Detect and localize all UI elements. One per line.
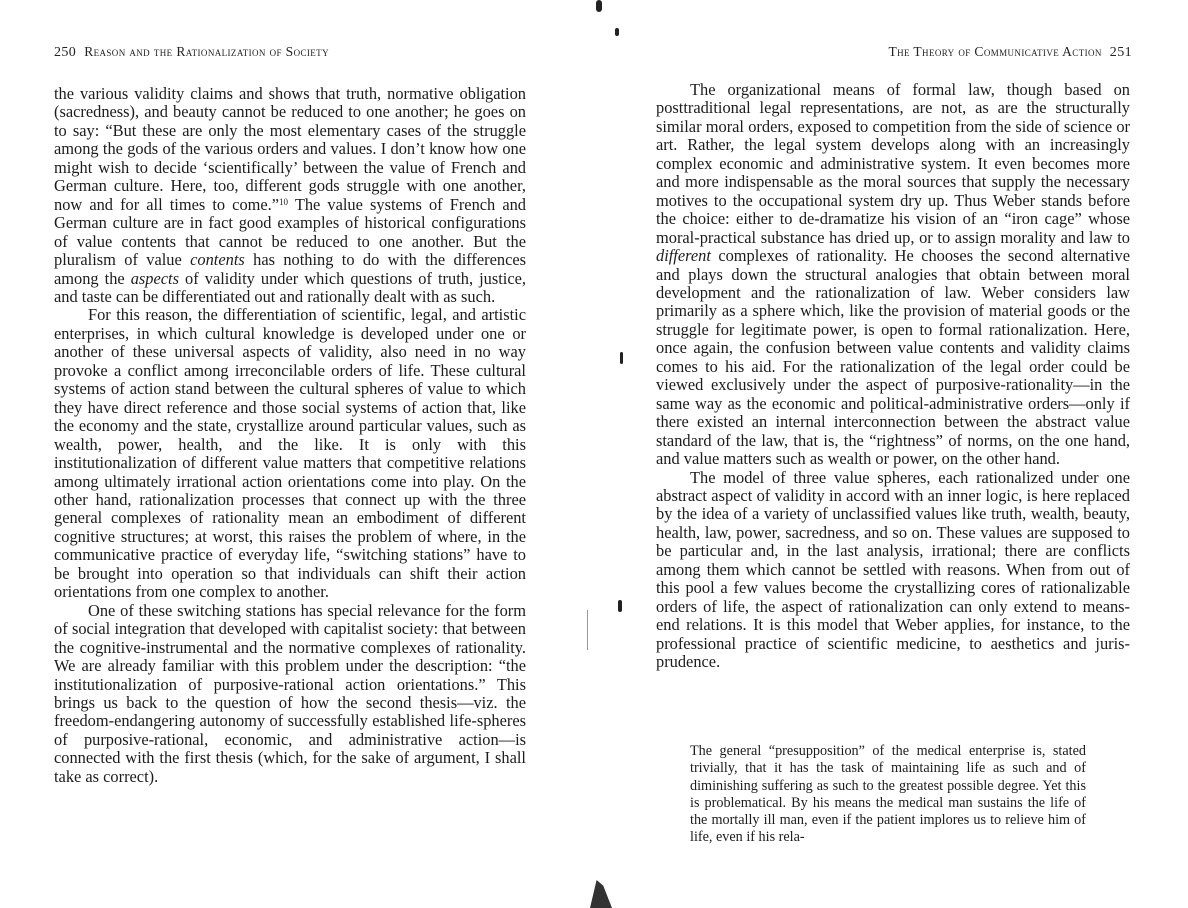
left-page-number: 250 xyxy=(54,45,77,60)
emphasis-contents: contents xyxy=(190,250,245,270)
left-paragraph-1-tail: The value systems of French and German culture are in fact good examples of historical configurations of value contents that cannot be reduced to one another. But the pluralism of value xyxy=(54,194,526,270)
left-body-text xyxy=(54,85,526,786)
right-page-number: 251 xyxy=(1109,45,1132,60)
right-paragraph-1-start: The organizational means of formal law, though based on posttraditional legal representations, are not, as are the structurally similar moral orders, exposed to competition from the side of science or art. Rather, the legal system develops along with an increasingly complex economic and administrative system. It even becomes more and more indispensable as the moral sources that supply the necessary motives to the occupational system dry up. Thus Weber stands before the choice: either to de-dramatize his vision of an “iron cage” whose moral-practical substance has dried up, or to assign morality and law to xyxy=(656,80,1130,247)
scan-artifact-line xyxy=(587,610,588,650)
block-quote-text: The general “presupposition” of the medical enterprise is, stated trivially, that it has the task of maintaining life as such and of diminishing suffering as such to the greatest possible degree. Yet this is problematical. By his means the medical man sustains the life of the mortally ill man, even if the patient implores us to relieve him of life, even if his rela- xyxy=(690,743,1086,846)
left-paragraph-1-start: the various validity claims and shows that truth, normative obligation (sacredness), and beauty cannot be reduced to one another; he goes on to say: “But these are only the most elementary cases of the struggle among the gods of the various orders and values. I don’t know how one might wish to decide ‘scientifically’ between the value of French and German culture. Here, too, different gods struggle with one another, now and for all times to come.” xyxy=(54,84,526,214)
left-paragraph-1 xyxy=(54,85,526,306)
left-page xyxy=(0,0,590,908)
left-paragraph-2: For this reason, the differentiation of scientific, legal, and artistic enterprises, in which cultural knowledge is developed under one or another of these universal aspects of validity, also need in no way provoke a conflict among irreconcilable orders of life. These cultural systems of action stand between the cultural spheres of value to which they have direct reference and those social systems of action that, like the economy and the state, crystallize around particular values, such as wealth, power, health, and the like. It is only with this institutionalization of different value matters that competitive relations among ultimately irrational action orientations come into play. On the other hand, rationalization processes that connect up with the three general complexes of rationality mean an embodiment of different cognitive structures; at worst, this raises the problem of where, in the communicative practice of everyday life, “switching stations” have to be brought into operation so that individuals can shift their action orientations from one complex to another. xyxy=(54,305,526,602)
left-running-head xyxy=(54,44,329,61)
left-paragraph-1-mid: has nothing to do with the differences among the xyxy=(54,250,527,288)
block-quote xyxy=(690,743,1086,847)
left-paragraph-3: One of these switching stations has special relevance for the form of social integration that developed with capitalist society: that between the cognitive-instrumental and the normative complexes of rationality. We are already familiar with this problem under the description: “the institutionalization of purposive-rational action orientations.” This brings us back to the question of how the second thesis—viz. the freedom-endangering autonomy of successfully established life-spheres of purposive-rational, economic, and administrative action—is connected with the first thesis (which, for the sake of argument, I shall take as correct). xyxy=(54,600,526,786)
right-paragraph-1-end: complexes of rationality. He chooses the second alternative and plays down the structural analogies that obtain between moral development and the rationalization of law. Weber considers law primarily as a sphere which, like the provision of material goods or the struggle for legitimate power, is open to formal rationalization. Here, once again, the confusion between value contents and validity claims comes to his aid. For the rationalization of the legal order could be viewed exclusively under the aspect of purposive-rationality—in the same way as the economic and political-administrative orders—only if there existed an internal interconnection between the abstract value standard of the law, that is, the “rightness” of norms, on the one hand, and value matters such as wealth or power, on the other hand. xyxy=(656,246,1130,469)
left-paragraph-1-end: of validity under which questions of truth, justice, and taste can be differentiated out and rationally dealt with as such. xyxy=(54,268,526,306)
footnote-ref: 10 xyxy=(279,196,289,207)
emphasis-aspects: aspects xyxy=(130,268,179,288)
right-body-text xyxy=(656,81,1130,672)
right-running-head-title: The Theory of Communicative Action xyxy=(888,44,1102,59)
right-paragraph-2: The model of three value spheres, each rationalized under one abstract aspect of validity in accord with an inner logic, is here replaced by the idea of a variety of unclassified values like truth, wealth, beauty, health, law, power, sacredness, and so on. These values are supposed to be particular and, in the last analysis, irrational; there are conflicts among them which cannot be settled with reasons. When from out of this pool a few values become the crystallizing cores of rationalizable orders of life, the aspect of rationalization can only extend to means-end relations. It is this model that Weber applies, for instance, to the professional practice of scientific medicine, to aesthetics and jurisprudence. xyxy=(656,467,1130,672)
right-running-head xyxy=(888,44,1132,61)
right-paragraph-1 xyxy=(656,81,1130,469)
emphasis-different: different xyxy=(656,246,711,266)
left-running-head-title: Reason and the Rationalization of Society xyxy=(84,44,329,59)
right-page xyxy=(590,0,1188,908)
